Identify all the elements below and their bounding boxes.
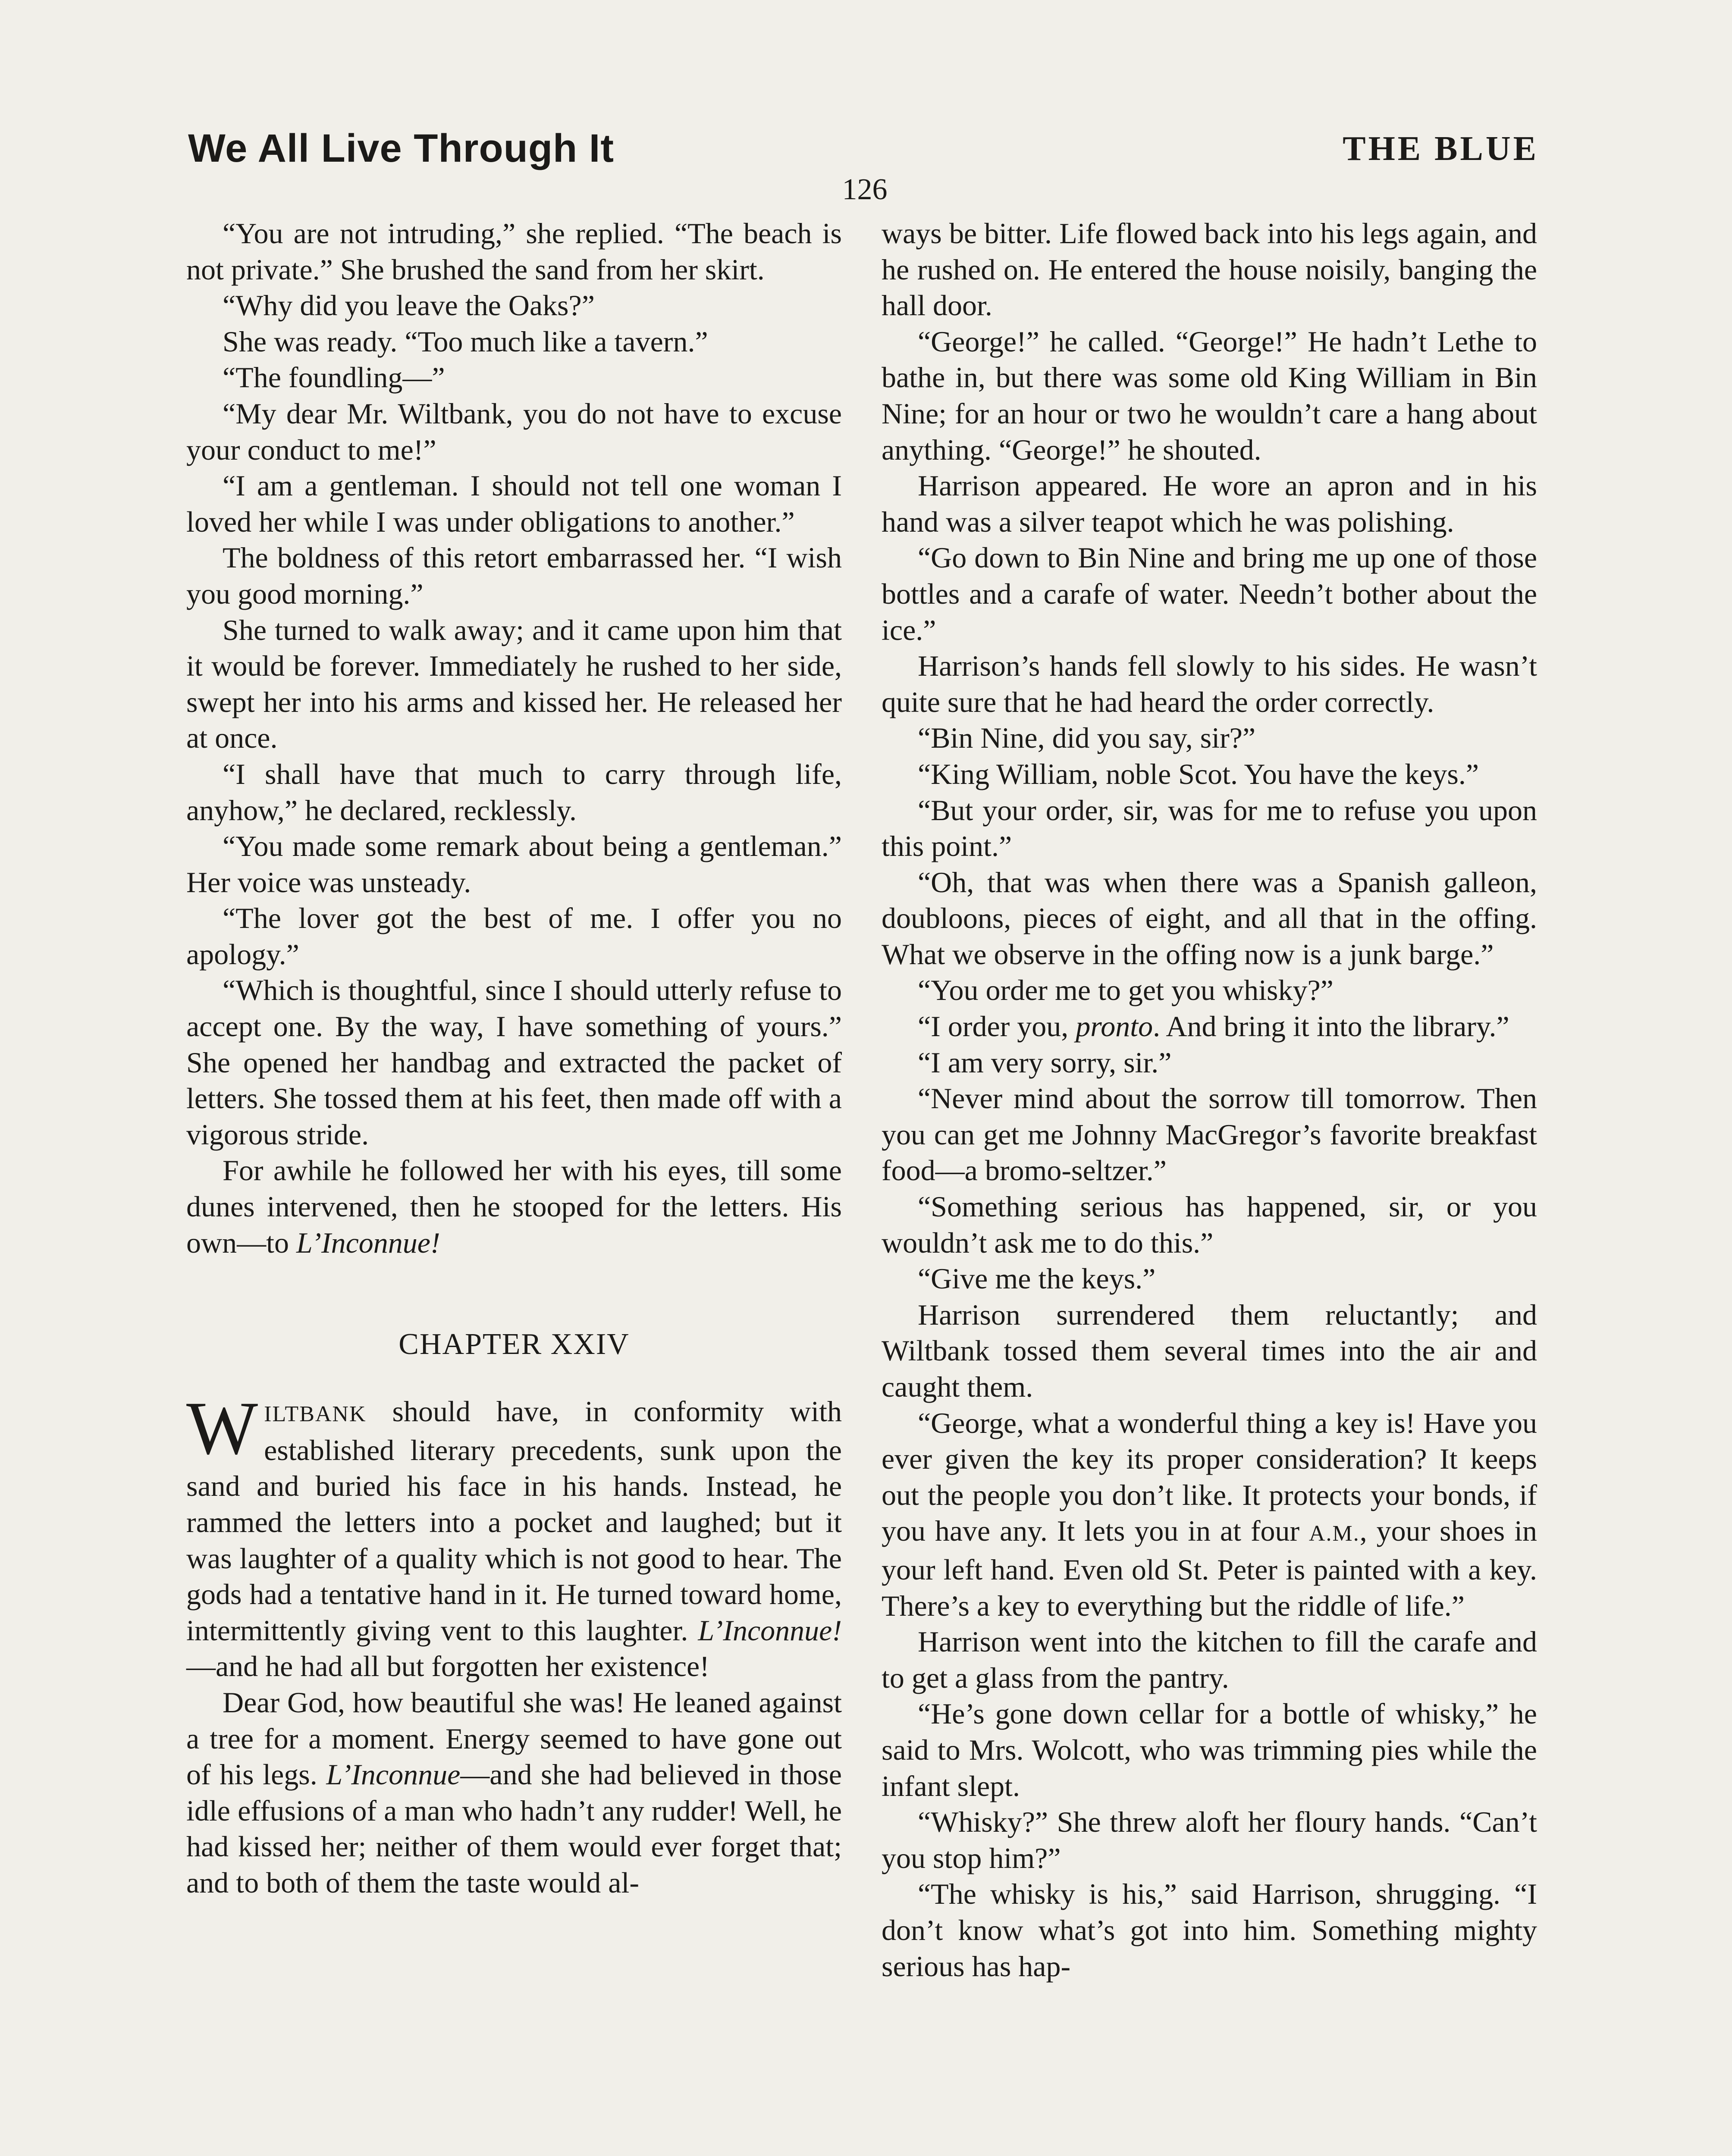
paragraph-text: , your shoes in your left hand. Even old St. Peter is painted with a key. There’s a key to everything but the riddle of life.” <box>882 1514 1537 1622</box>
paragraph: “Oh, that was when there was a Spanish galleon, doubloons, pieces of eight, and all that in the offing. What we observe in the offing now is a junk barge.” <box>882 865 1537 971</box>
paragraph: She turned to walk away; and it came upon him that it would be forever. Immediately he rushed to her side, swept her into his arms and kissed her. He released her at once. <box>186 613 842 755</box>
paragraph: “Never mind about the sorrow till tomorrow. Then you can get me Johnny MacGregor’s favorite breakfast food—a bromo-seltzer.” <box>882 1082 1537 1187</box>
paragraph: Harrison went into the kitchen to fill the carafe and to get a glass from the pantry. <box>882 1625 1537 1694</box>
paragraph: “Go down to Bin Nine and bring me up one of those bottles and a carafe of water. Needn’t bother about the ice.” <box>882 541 1537 646</box>
publication-name: THE BLUE <box>1343 130 1539 168</box>
paragraph <box>186 1685 842 1901</box>
paragraph: “My dear Mr. Wiltbank, you do not have to excuse your conduct to me!” <box>186 397 842 466</box>
paragraph: “Why did you leave the Oaks?” <box>223 289 595 322</box>
paragraph: “George!” he called. “George!” He hadn’t Lethe to bathe in, but there was some old King William in Bin Nine; for an hour or two he wouldn’t care a hang about anything. “George!” he shouted. <box>882 325 1537 466</box>
paragraph: “The lover got the best of me. I offer you no apology.” <box>186 902 842 971</box>
italic-text: L’Inconnue! <box>296 1226 440 1259</box>
paragraph <box>882 1405 1537 1624</box>
small-caps-text: A.M. <box>1309 1521 1360 1546</box>
paragraph: Harrison surrendered them reluctantly; and Wiltbank tossed them several times into the air and caught them. <box>882 1298 1537 1403</box>
paragraph: “King William, noble Scot. You have the keys.” <box>918 757 1479 790</box>
paragraph: ways be bitter. Life flowed back into his legs again, and he rushed on. He entered the house noisily, banging the hall door. <box>882 217 1537 322</box>
drop-cap: W <box>186 1386 258 1471</box>
paragraph <box>882 1009 1537 1045</box>
paragraph: Harrison appeared. He wore an apron and in his hand was a silver teapot which he was polishing. <box>882 469 1537 538</box>
paragraph-text: —and she had believed in those idle effusions of a man who hadn’t any rudder! Well, he had kissed her; neither of them would ever forget that; and to both of them the taste would al- <box>186 1758 842 1899</box>
paragraph-text: —and he had all but forgotten her existence! <box>186 1650 709 1683</box>
paragraph: “I am a gentleman. I should not tell one woman I loved her while I was under obligations to another.” <box>186 469 842 538</box>
paragraph: “Something serious has happened, sir, or you wouldn’t ask me to do this.” <box>882 1190 1537 1259</box>
paragraph-text: For awhile he followed her with his eyes, till some dunes intervened, then he stooped for the letters. His own—to <box>186 1154 842 1259</box>
paragraph-text: “George, what a wonderful thing a key is! Have you ever given the key its proper consideration? It keeps out the people you don’t like. It protects your bonds, if you have any. It lets you in at four <box>882 1406 1537 1548</box>
paragraph: “Give me the keys.” <box>918 1262 1156 1295</box>
paragraph-text: should have, in conformity with established literary precedents, sunk upon the sand and buried his face in his hands. Instead, he rammed the letters into a pocket and laughed; but it was laughter of a quality which is not good to hear. The gods had a tentative hand in it. He turned toward home, intermittently giving vent to this laughter. <box>186 1395 842 1647</box>
paragraph: “I am very sorry, sir.” <box>918 1046 1172 1079</box>
paragraph: “The foundling—” <box>223 361 445 394</box>
italic-text: L’Inconnue! <box>698 1614 842 1647</box>
paragraph: “Whisky?” She threw aloft her floury hands. “Can’t you stop him?” <box>882 1805 1537 1874</box>
paragraph: “The whisky is his,” said Harrison, shrugging. “I don’t know what’s got into him. Something mighty serious has hap- <box>882 1877 1537 1983</box>
italic-text: pronto <box>1076 1010 1153 1043</box>
chapter-heading: CHAPTER XXIV <box>398 1328 630 1361</box>
paragraph: “But your order, sir, was for me to refuse you upon this point.” <box>882 793 1537 863</box>
paragraph-text: Dear God, how beautiful she was! He leaned against a tree for a moment. Energy seemed to have gone out of his legs. <box>186 1686 842 1791</box>
paragraph: She was ready. “Too much like a tavern.” <box>223 325 708 358</box>
chapter-opening-paragraph <box>186 1386 842 1685</box>
paragraph: “You made some remark about being a gentleman.” Her voice was unsteady. <box>186 830 842 899</box>
left-column <box>186 216 842 1901</box>
paragraph: The boldness of this retort embarrassed her. “I wish you good morning.” <box>186 541 842 610</box>
paragraph-text: “I order you, <box>918 1010 1076 1043</box>
paragraph: “He’s gone down cellar for a bottle of whisky,” he said to Mrs. Wolcott, who was trimming pies while the infant slept. <box>882 1697 1537 1802</box>
paragraph: “You order me to get you whisky?” <box>918 974 1334 1007</box>
small-caps-text: ILTBANK <box>264 1402 367 1427</box>
paragraph: “You are not intruding,” she replied. “The beach is not private.” She brushed the sand from her skirt. <box>186 217 842 286</box>
story-title: We All Live Through It <box>188 126 614 170</box>
paragraph: “I shall have that much to carry through life, anyhow,” he declared, recklessly. <box>186 757 842 827</box>
paragraph-text: . And bring it into the library.” <box>1153 1010 1509 1043</box>
paragraph: “Which is thoughtful, since I should utterly refuse to accept one. By the way, I have something of yours.” She opened her handbag and extracted the packet of letters. She tossed them at his feet, then made off with a vigorous stride. <box>186 974 842 1151</box>
page-number: 126 <box>842 173 888 206</box>
paragraph <box>186 1153 842 1261</box>
paragraph: “Bin Nine, did you say, sir?” <box>918 721 1256 755</box>
paragraph: Harrison’s hands fell slowly to his sides. He wasn’t quite sure that he had heard the order correctly. <box>882 649 1537 718</box>
right-column <box>882 216 1537 1984</box>
italic-text: L’Inconnue <box>326 1758 461 1791</box>
